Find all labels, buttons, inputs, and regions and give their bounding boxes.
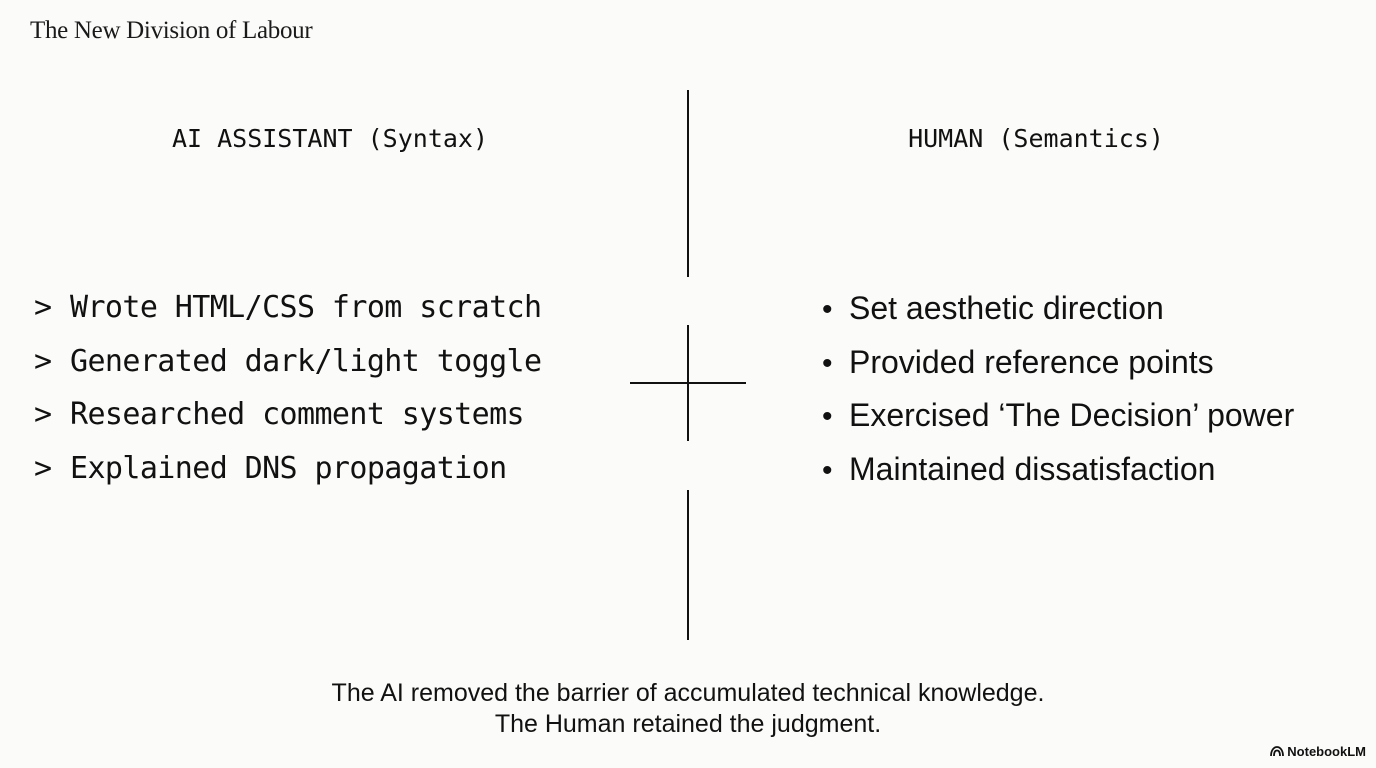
human-task-list [822,288,1294,502]
conclusion-line-1: The AI removed the barrier of accumulated technical knowledge. [331,679,1045,707]
cross-divider-horizontal [630,382,746,384]
human-task-item [822,288,1294,342]
prompt-symbol: > [34,343,52,379]
ai-task-label: Explained DNS propagation [70,450,507,486]
notebooklm-watermark [1270,744,1366,759]
prompt-symbol: > [34,290,52,325]
bullet-icon: • [822,346,833,380]
bullet-icon: • [822,400,833,433]
ai-task-label: Wrote HTML/CSS from scratch [70,290,542,325]
human-task-label: Provided reference points [849,343,1214,380]
conclusion-text [188,678,1188,740]
prompt-symbol: > [34,397,52,432]
ai-task-item [34,395,541,449]
ai-task-list [34,288,541,502]
bullet-icon: • [822,293,833,326]
human-task-item [822,449,1294,503]
human-task-label: Set aesthetic direction [849,290,1164,326]
ai-task-label: Generated dark/light toggle [70,343,542,379]
human-task-item [822,395,1294,449]
page-title: The New Division of Labour [30,17,313,44]
conclusion-line-2: The Human retained the judgment. [494,710,882,738]
vertical-divider-top [687,90,689,277]
human-task-label: Maintained dissatisfaction [849,450,1216,487]
notebooklm-label: NotebookLM [1287,744,1366,759]
ai-task-item [34,288,541,342]
ai-task-label: Researched comment systems [70,397,524,432]
vertical-divider-bottom [687,490,689,640]
prompt-symbol: > [34,450,52,486]
bullet-icon: • [822,453,833,487]
human-task-item [822,342,1294,396]
ai-task-item [34,449,541,503]
human-heading: HUMAN (Semantics) [908,124,1164,153]
human-task-label: Exercised ‘The Decision’ power [849,397,1295,433]
ai-assistant-heading: AI ASSISTANT (Syntax) [171,124,489,153]
notebooklm-logo-icon [1270,746,1284,757]
ai-task-item [34,342,541,396]
